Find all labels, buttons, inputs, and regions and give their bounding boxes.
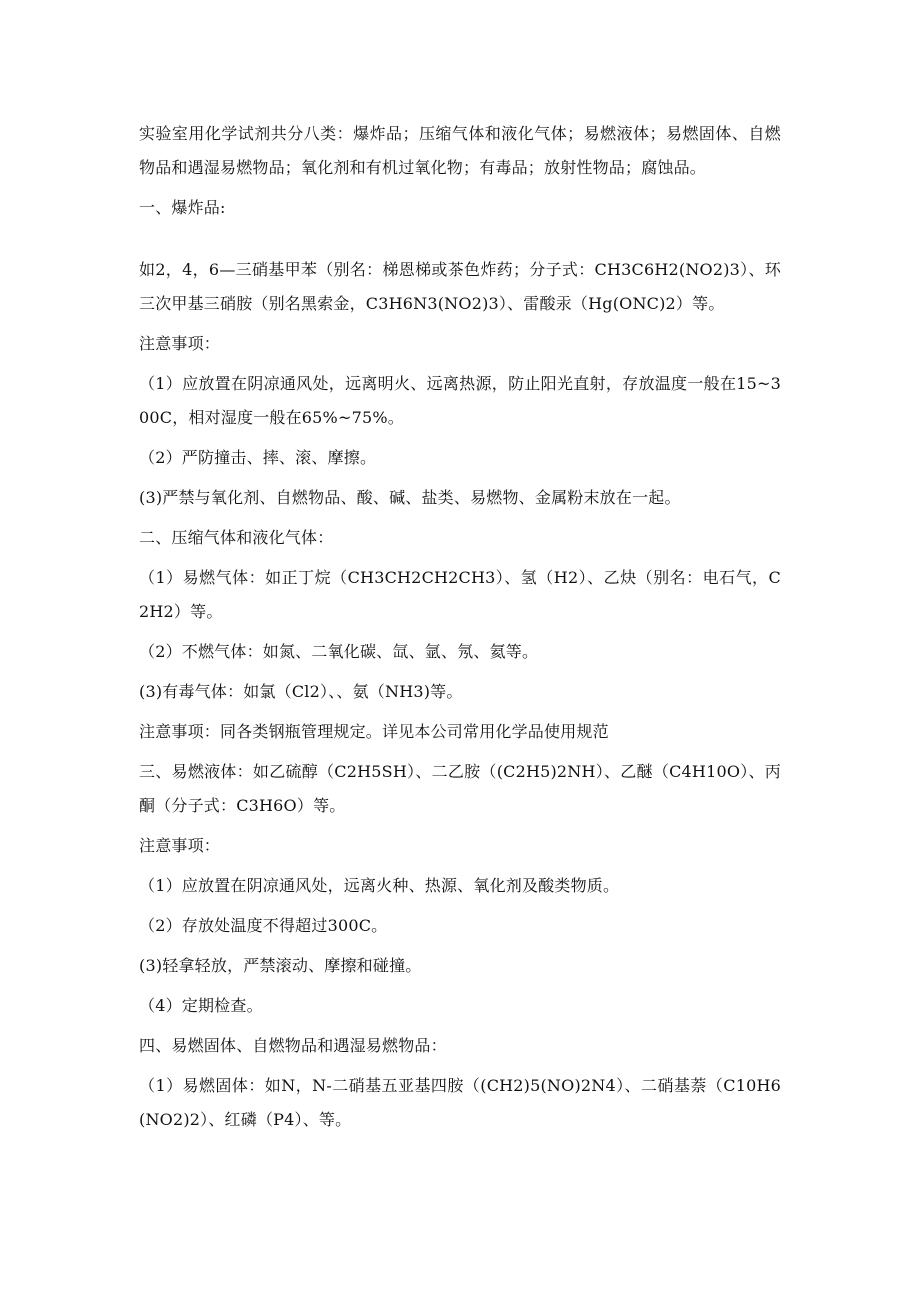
section1-note-3: (3)严禁与氧化剂、自燃物品、酸、碱、盐类、易燃物、金属粉末放在一起。 xyxy=(139,488,681,507)
section4-title: 四、易燃固体、自燃物品和遇湿易燃物品： xyxy=(139,1036,447,1055)
section1-note-2: （2）严防撞击、摔、滚、摩擦。 xyxy=(139,448,377,467)
section3-title: 三、易燃液体：如乙硫醇（C2H5SH）、二乙胺（(C2H5)2NH）、乙醚（C4H10O）、丙酮（分子式：C3H6O）等。 xyxy=(139,762,781,815)
section3-notes-label: 注意事项： xyxy=(139,836,221,855)
section3-note-4: （4）定期检查。 xyxy=(139,996,263,1015)
section2-note: 注意事项：同各类钢瓶管理规定。详见本公司常用化学品使用规范 xyxy=(139,722,609,741)
section4-item-1: （1）易燃固体：如N，N-二硝基五亚基四胺（(CH2)5(NO)2N4）、二硝基萘（C10H6(NO2)2）、红磷（P4）、等。 xyxy=(139,1076,781,1129)
intro-paragraph: 实验室用化学试剂共分八类：爆炸品；压缩气体和液化气体；易燃液体；易燃固体、自燃物品和遇湿易燃物品；氧化剂和有机过氧化物；有毒品；放射性物品；腐蚀品。 xyxy=(139,124,781,177)
section1-note-1: （1）应放置在阴凉通风处，远离明火、远离热源，防止阳光直射，存放温度一般在15~300C，相对湿度一般在65%~75%。 xyxy=(139,374,781,427)
section2-item-3: (3)有毒气体：如氯（Cl2）、、氨（NH3)等。 xyxy=(139,682,463,701)
section2-item-2: （2）不燃气体：如氮、二氧化碳、氙、氩、氖、氦等。 xyxy=(139,642,539,661)
section3-note-2: （2）存放处温度不得超过300C。 xyxy=(139,916,388,935)
spacer xyxy=(139,225,781,253)
section1-examples: 如2，4，6—三硝基甲苯（别名：梯恩梯或茶色炸药；分子式：CH3C6H2(NO2)3）、环三次甲基三硝胺（别名黑索金，C3H6N3(NO2)3）、雷酸汞（Hg(ONC)2）等。 xyxy=(139,260,781,313)
section1-notes-label: 注意事项： xyxy=(139,334,221,353)
section3-note-3: (3)轻拿轻放，严禁滚动、摩擦和碰撞。 xyxy=(139,956,422,975)
document-body xyxy=(139,117,781,1137)
section2-title: 二、压缩气体和液化气体： xyxy=(139,528,334,547)
section2-item-1: （1）易燃气体：如正丁烷（CH3CH2CH2CH3）、氢（H2）、乙炔（别名：电石气，C2H2）等。 xyxy=(139,568,781,621)
section3-note-1: （1）应放置在阴凉通风处，远离火种、热源、氧化剂及酸类物质。 xyxy=(139,876,620,895)
section1-title: 一、爆炸品: xyxy=(139,198,226,217)
